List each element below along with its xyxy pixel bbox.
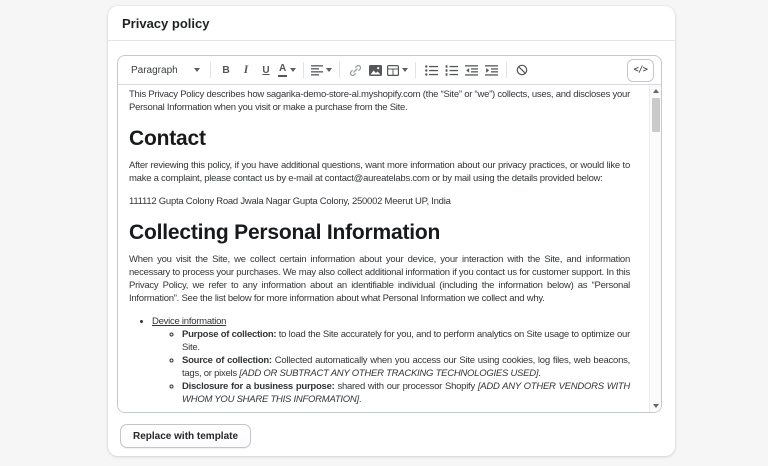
toolbar-separator <box>339 62 340 78</box>
image-icon <box>369 65 382 76</box>
code-view-button[interactable] <box>627 59 654 82</box>
chevron-down-icon <box>290 68 296 72</box>
device-sub-list <box>152 328 630 406</box>
item-lead: Disclosure for a business purpose: <box>182 381 335 392</box>
list-item <box>182 354 630 380</box>
item-tail: . <box>538 368 541 379</box>
text-color-icon: A <box>278 64 287 77</box>
bold-button[interactable] <box>216 59 236 81</box>
item-lead: Purpose of collection: <box>182 329 277 340</box>
insert-link-button[interactable] <box>345 59 365 81</box>
editor-scrollbar[interactable] <box>649 85 661 412</box>
list-item <box>182 328 630 354</box>
bulleted-list-icon <box>425 65 438 76</box>
outdent-icon <box>465 65 478 76</box>
toolbar-separator <box>415 62 416 78</box>
scrollbar-thumb[interactable] <box>652 98 660 132</box>
paragraph-style-label: Paragraph <box>131 64 178 76</box>
rich-text-editor <box>117 55 662 413</box>
text-color-button[interactable] <box>276 59 298 81</box>
item-text: to load the Site accurately for you, and to perform analytics on Site usage to optimize our Site. <box>182 329 630 353</box>
item-italic-note: [ADD ANY OTHER VENDORS WITH WHOM YOU SHARE THIS INFORMATION] <box>182 381 631 405</box>
list-item-device-information <box>152 315 630 406</box>
item-text: Collected automatically when you access our Site using cookies, log files, web beacons, tags, or pixels <box>182 355 630 379</box>
chevron-down-icon <box>326 68 332 72</box>
address-paragraph: 111112 Gupta Colony Road Jwala Nagar Gupta Colony, 250002 Meerut UP, India <box>129 196 451 207</box>
chevron-down-icon <box>402 68 408 72</box>
arrow-up-icon <box>653 89 659 93</box>
scroll-down-button[interactable] <box>650 400 662 412</box>
contact-heading: Contact <box>129 127 206 150</box>
code-icon: </> <box>633 65 648 75</box>
item-text: shared with our processor Shopify <box>334 381 478 392</box>
policy-text-content[interactable] <box>118 85 649 412</box>
collecting-paragraph: When you visit the Site, we collect certain information about your device, your interaction with the Site, and information necessary to process your purchases. We may also collect additional information if you contact us for customer support. In this Privacy Policy, we refer to any information about an identifiable individual (including the information below) as “Personal Information”. See the list below for more information about what Personal Information we collect and why. <box>129 254 630 304</box>
page-title: Privacy policy <box>122 15 210 31</box>
intro-paragraph: This Privacy Policy describes how sagarika-demo-store-al.myshopify.com (the “Site” or “we”) collects, uses, and discloses your Personal Information when you visit or make a purchase from the Site. <box>129 89 630 113</box>
link-icon <box>349 64 362 77</box>
clear-formatting-button[interactable] <box>512 59 532 81</box>
card-body <box>108 41 675 413</box>
alignment-button[interactable] <box>309 59 334 81</box>
scroll-up-button[interactable] <box>650 85 662 97</box>
insert-table-button[interactable] <box>385 59 410 81</box>
toolbar-separator <box>506 62 507 78</box>
paragraph-style-dropdown[interactable] <box>125 59 205 81</box>
info-list <box>129 315 630 406</box>
toolbar-separator <box>303 62 304 78</box>
item-italic-note: [ADD OR SUBTRACT ANY OTHER TRACKING TECHNOLOGIES USED] <box>239 368 539 379</box>
replace-with-template-button[interactable]: Replace with template <box>120 424 251 448</box>
underline-icon: U <box>262 64 270 76</box>
item-lead: Source of collection: <box>182 355 272 366</box>
clear-formatting-icon <box>516 64 528 76</box>
underline-button[interactable] <box>256 59 276 81</box>
bold-icon: B <box>222 64 230 76</box>
numbered-list-icon <box>445 65 458 76</box>
indent-icon <box>485 65 498 76</box>
numbered-list-button[interactable] <box>441 59 461 81</box>
align-left-icon <box>311 65 323 76</box>
italic-button[interactable] <box>236 59 256 81</box>
card-footer <box>108 413 675 459</box>
table-icon <box>387 65 399 76</box>
chevron-down-icon <box>194 68 200 72</box>
indent-button[interactable] <box>481 59 501 81</box>
toolbar-separator <box>210 62 211 78</box>
privacy-policy-card <box>108 6 675 456</box>
bulleted-list-button[interactable] <box>421 59 441 81</box>
editor-content-area <box>118 85 661 412</box>
device-information-label: Device information <box>152 316 227 327</box>
outdent-button[interactable] <box>461 59 481 81</box>
editor-toolbar <box>118 56 661 85</box>
card-header <box>108 6 675 41</box>
item-tail: . <box>358 394 362 405</box>
list-item <box>182 380 630 406</box>
insert-image-button[interactable] <box>365 59 385 81</box>
contact-paragraph: After reviewing this policy, if you have additional questions, want more information about our privacy practices, or would like to make a complaint, please contact us by e-mail at contact@aureatelabs.com or by mail using the details provided below: <box>129 160 630 184</box>
collecting-heading: Collecting Personal Information <box>129 221 441 244</box>
arrow-down-icon <box>653 404 659 408</box>
italic-icon: I <box>243 64 249 76</box>
